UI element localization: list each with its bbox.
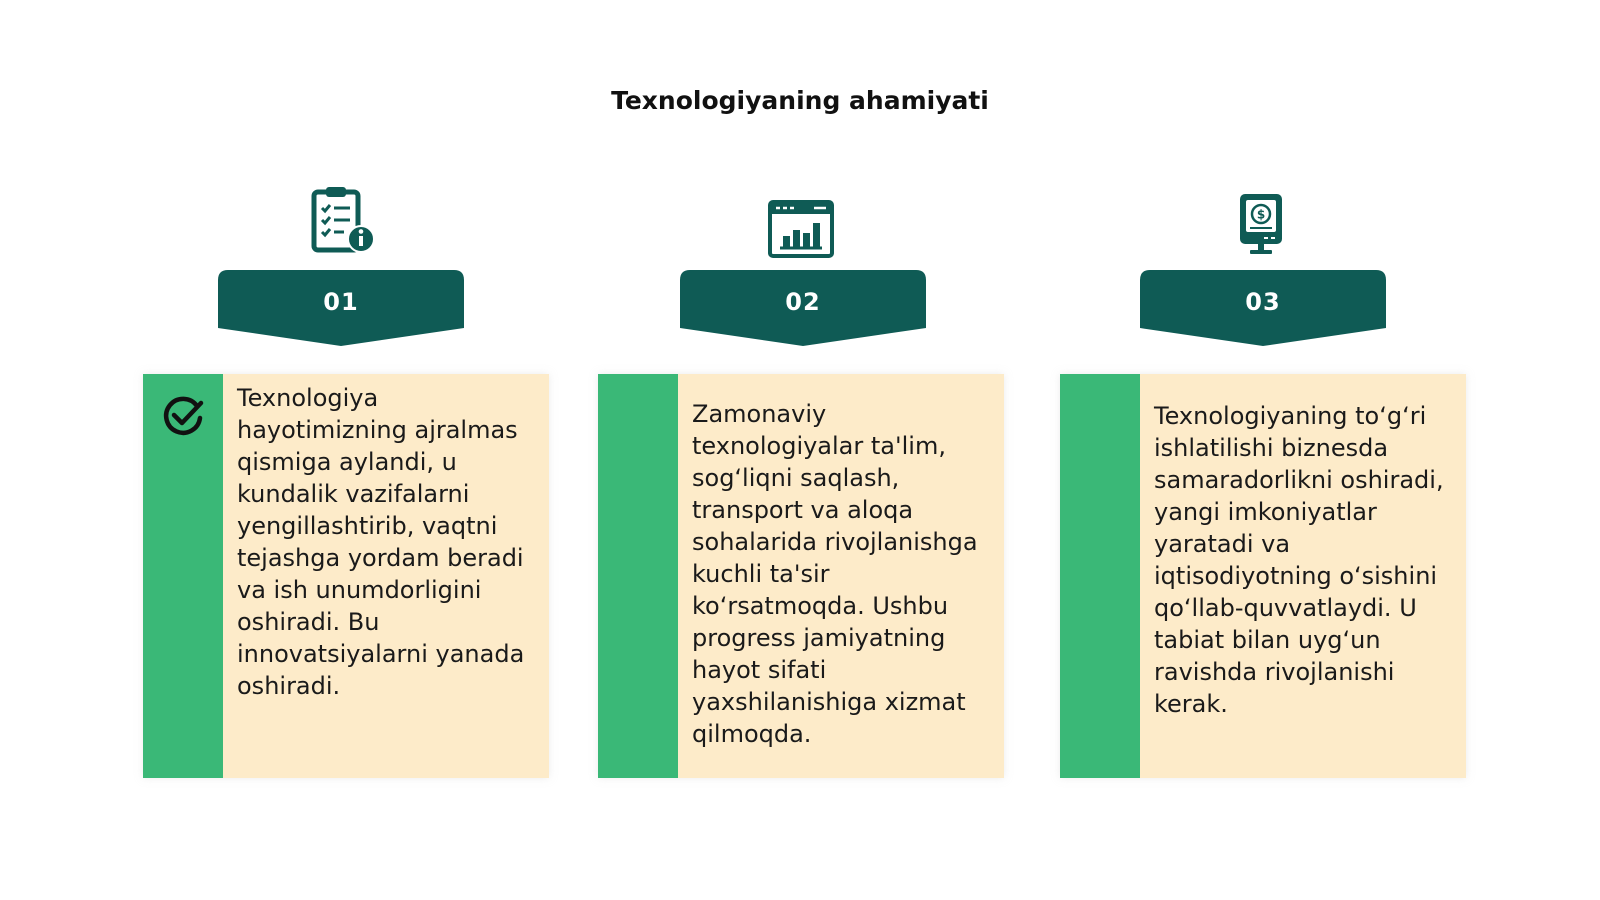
step-number: 03	[1245, 288, 1281, 316]
diagram-title: Texnologiyaning ahamiyati	[611, 86, 989, 115]
step-number: 02	[785, 288, 821, 316]
step-number: 01	[323, 288, 359, 316]
step-card-01	[143, 374, 549, 778]
clipboard-checklist-info-icon	[310, 186, 380, 256]
check-circle-icon	[161, 394, 205, 438]
step-badge-01	[218, 270, 464, 346]
step-badge-03	[1140, 270, 1386, 346]
step-description: Texnologiya hayotimizning ajralmas qismiga aylandi, u kundalik vazifalarni yengillashtirib, vaqtni tejashga yordam beradi va ish unumdorligini oshiradi. Bu innovatsiyalarni yanada oshiradi.	[237, 384, 525, 700]
monitor-dollar-icon	[1226, 190, 1296, 260]
svg-text:$: $	[1256, 207, 1266, 222]
browser-bar-chart-icon	[766, 196, 836, 266]
step-description: Zamonaviy texnologiyalar ta'lim, sog‘liqni saqlash, transport va aloqa sohalarida rivojlanishga kuchli ta'sir ko‘rsatmoqda. Ushbu progress jamiyatning hayot sifati yaxshilanishiga xizmat qilmoqda.	[692, 400, 978, 748]
step-card-03	[1060, 374, 1466, 778]
step-badge-02	[680, 270, 926, 346]
card-accent-bar	[598, 374, 678, 778]
step-description: Texnologiyaning to‘g‘ri ishlatilishi biznesda samaradorlikni oshiradi, yangi imkoniyatlar yaratadi va iqtisodiyotning o‘sishini qo‘llab-quvvatlaydi. U tabiat bilan uyg‘un ravishda rivojlanishi kerak.	[1154, 402, 1444, 718]
step-card-02	[598, 374, 1004, 778]
card-accent-bar	[1060, 374, 1140, 778]
